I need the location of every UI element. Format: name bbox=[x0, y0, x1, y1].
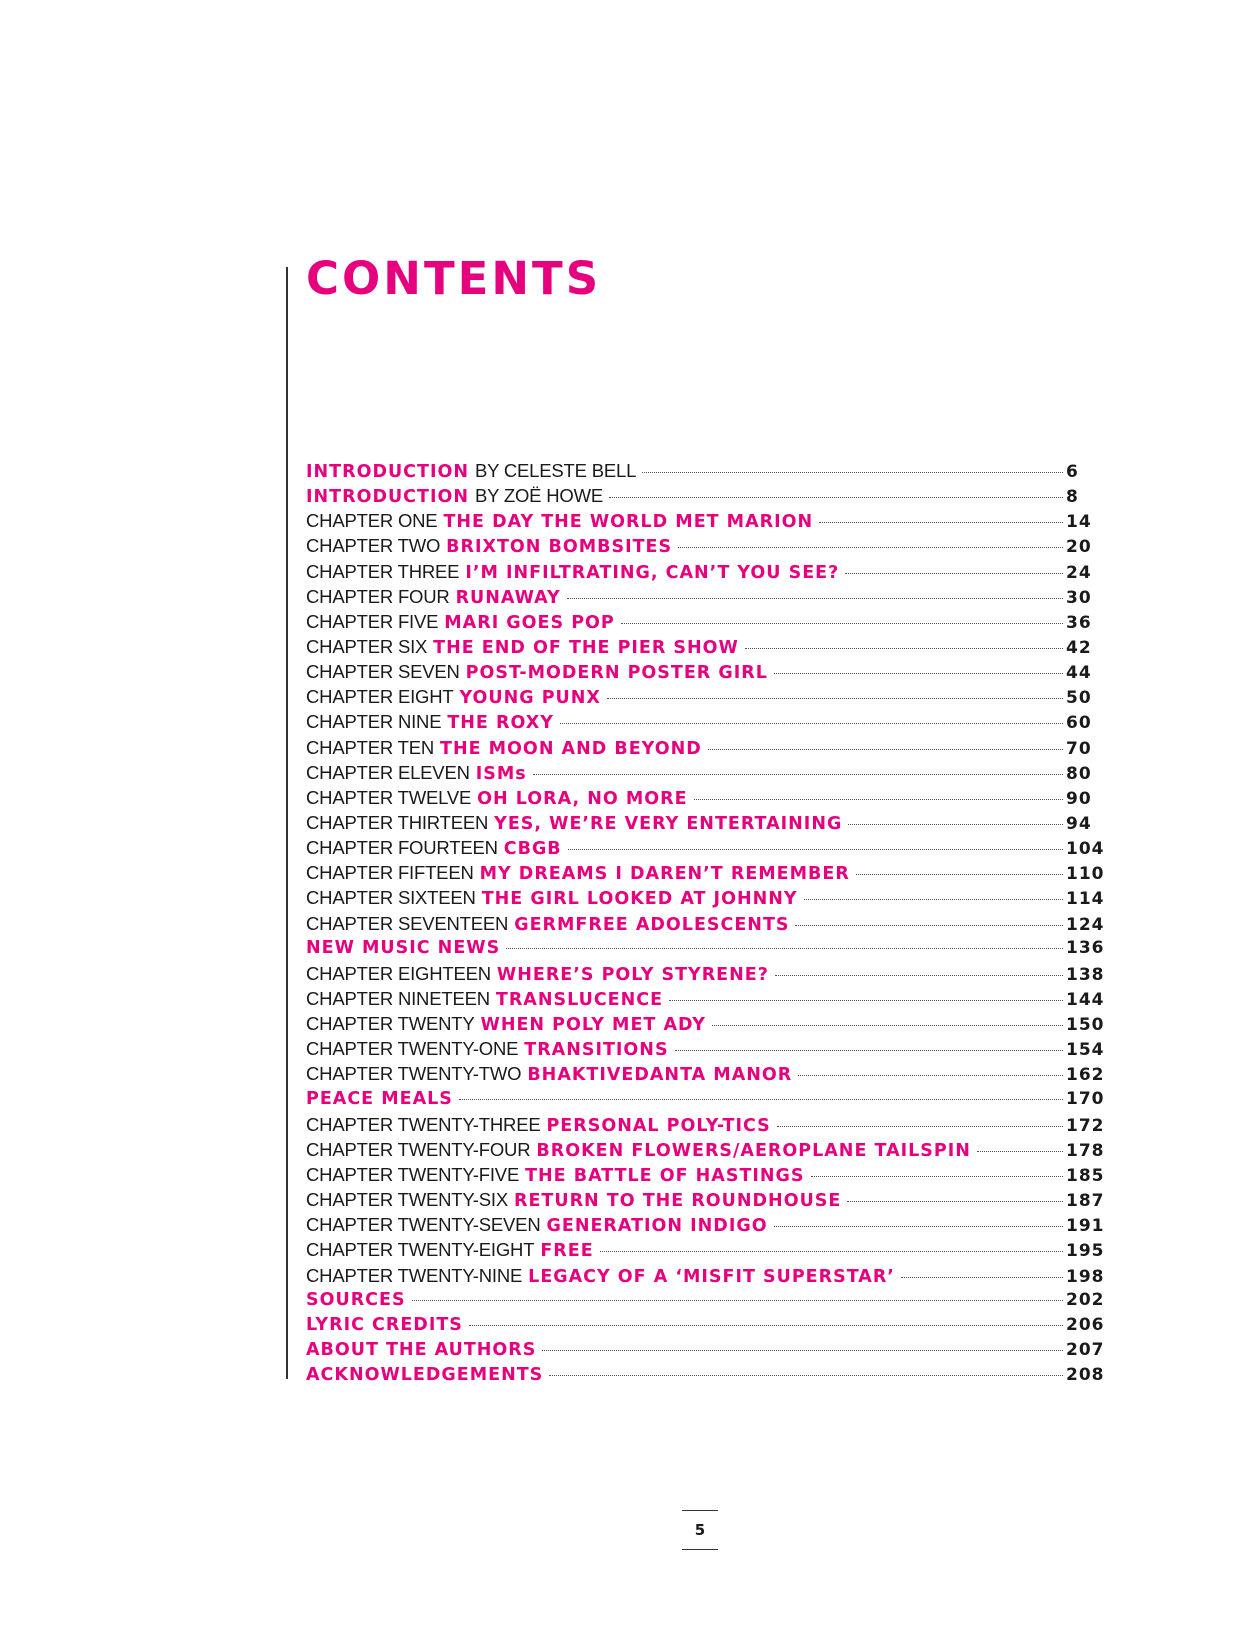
toc-entry bbox=[306, 1290, 1106, 1315]
toc-entry bbox=[306, 737, 1106, 762]
entry-page-number: 60 bbox=[1066, 713, 1092, 734]
dot-leader bbox=[848, 824, 1063, 825]
entry-page-number: 207 bbox=[1066, 1339, 1105, 1360]
chapter-label: CHAPTER TWENTY-FOUR bbox=[306, 1138, 531, 1160]
toc-entry bbox=[306, 1013, 1106, 1038]
chapter-label: CHAPTER TWENTY-SEVEN bbox=[306, 1214, 541, 1236]
dot-leader bbox=[621, 623, 1063, 624]
toc-entry bbox=[306, 1239, 1106, 1264]
dot-leader bbox=[847, 1201, 1063, 1202]
entry-page-number: 136 bbox=[1066, 937, 1105, 958]
entry-page-number: 30 bbox=[1066, 587, 1092, 608]
dot-leader bbox=[845, 573, 1063, 574]
entry-page-number: 8 bbox=[1066, 487, 1079, 508]
entry-page-number: 172 bbox=[1066, 1115, 1105, 1136]
dot-leader bbox=[506, 948, 1063, 949]
toc-entry bbox=[306, 561, 1106, 586]
chapter-label: CHAPTER THIRTEEN bbox=[306, 811, 489, 833]
dot-leader bbox=[607, 698, 1063, 699]
toc-entry bbox=[306, 1089, 1106, 1114]
entry-title: TRANSITIONS bbox=[524, 1040, 669, 1061]
dot-leader bbox=[533, 774, 1063, 775]
entry-byline: BY CELESTE BELL bbox=[475, 460, 637, 481]
entry-title: BROKEN FLOWERS/AEROPLANE TAILSPIN bbox=[536, 1140, 971, 1161]
entry-title: GENERATION INDIGO bbox=[546, 1216, 768, 1237]
toc-entry bbox=[306, 1340, 1106, 1365]
entry-title: OH LORA, NO MORE bbox=[477, 788, 688, 809]
entry-page-number: 44 bbox=[1066, 663, 1092, 684]
entry-title: THE BATTLE OF HASTINGS bbox=[525, 1165, 805, 1186]
chapter-label: CHAPTER SEVEN bbox=[306, 661, 460, 683]
dot-leader bbox=[412, 1300, 1063, 1301]
chapter-label: CHAPTER NINETEEN bbox=[306, 987, 490, 1009]
toc-entry bbox=[306, 1139, 1106, 1164]
dot-leader bbox=[819, 522, 1063, 523]
entry-title: GERMFREE ADOLESCENTS bbox=[514, 914, 790, 935]
toc-entry bbox=[306, 1063, 1106, 1088]
entry-page-number: 202 bbox=[1066, 1289, 1105, 1310]
toc-entry bbox=[306, 887, 1106, 912]
dot-leader bbox=[708, 749, 1063, 750]
entry-page-number: 24 bbox=[1066, 562, 1092, 583]
entry-page-number: 138 bbox=[1066, 964, 1105, 985]
entry-page-number: 70 bbox=[1066, 738, 1092, 759]
toc-entry bbox=[306, 636, 1106, 661]
toc-entry bbox=[306, 485, 1106, 510]
toc-entry bbox=[306, 812, 1106, 837]
entry-page-number: 195 bbox=[1066, 1241, 1105, 1262]
left-vertical-rule bbox=[286, 267, 288, 1379]
entry-title: THE END OF THE PIER SHOW bbox=[433, 637, 739, 658]
entry-title: WHEN POLY MET ADY bbox=[480, 1015, 706, 1036]
dot-leader bbox=[669, 1000, 1063, 1001]
chapter-label: CHAPTER FIFTEEN bbox=[306, 862, 474, 884]
dot-leader bbox=[568, 849, 1063, 850]
entry-page-number: 178 bbox=[1066, 1140, 1105, 1161]
toc-entry bbox=[306, 1315, 1106, 1340]
toc-entry bbox=[306, 837, 1106, 862]
dot-leader bbox=[811, 1176, 1063, 1177]
toc-entry bbox=[306, 711, 1106, 736]
entry-byline: BY ZOË HOWE bbox=[475, 485, 604, 507]
chapter-label: CHAPTER THREE bbox=[306, 560, 460, 582]
dot-leader bbox=[459, 1099, 1063, 1100]
chapter-label: CHAPTER EIGHTEEN bbox=[306, 962, 491, 984]
dot-leader bbox=[609, 497, 1063, 498]
entry-page-number: 206 bbox=[1066, 1314, 1105, 1335]
entry-title: NEW MUSIC NEWS bbox=[306, 937, 501, 958]
chapter-label: CHAPTER TWENTY-ONE bbox=[306, 1038, 519, 1060]
chapter-label: CHAPTER TWENTY-FIVE bbox=[306, 1163, 520, 1185]
entry-page-number: 144 bbox=[1066, 989, 1105, 1010]
entry-page-number: 124 bbox=[1066, 914, 1105, 935]
dot-leader bbox=[675, 1050, 1063, 1051]
toc-entry bbox=[306, 1365, 1106, 1390]
dot-leader bbox=[856, 874, 1063, 875]
chapter-label: CHAPTER ONE bbox=[306, 510, 438, 532]
dot-leader bbox=[798, 1075, 1063, 1076]
page-number: 5 bbox=[694, 1521, 706, 1539]
entry-title: YES, WE’RE VERY ENTERTAINING bbox=[494, 813, 843, 834]
dot-leader bbox=[712, 1025, 1063, 1026]
entry-title: I’M INFILTRATING, CAN’T YOU SEE? bbox=[465, 562, 840, 583]
entry-title: THE ROXY bbox=[447, 713, 554, 734]
chapter-label: CHAPTER TWENTY-TWO bbox=[306, 1063, 522, 1085]
entry-title: ISMs bbox=[475, 763, 527, 784]
entry-page-number: 198 bbox=[1066, 1266, 1105, 1287]
chapter-label: CHAPTER EIGHT bbox=[306, 686, 454, 708]
entry-title: INTRODUCTION bbox=[306, 487, 469, 508]
entry-page-number: 154 bbox=[1066, 1040, 1105, 1061]
dot-leader bbox=[567, 598, 1063, 599]
entry-title: RETURN TO THE ROUNDHOUSE bbox=[514, 1191, 842, 1212]
chapter-label: CHAPTER TWO bbox=[306, 535, 441, 557]
dot-leader bbox=[694, 799, 1063, 800]
entry-title: INTRODUCTION bbox=[306, 462, 469, 482]
chapter-label: CHAPTER SEVENTEEN bbox=[306, 912, 509, 934]
entry-title: YOUNG PUNX bbox=[459, 688, 601, 709]
entry-title: BRIXTON BOMBSITES bbox=[446, 537, 673, 558]
chapter-label: CHAPTER TWELVE bbox=[306, 786, 472, 808]
dot-leader bbox=[804, 899, 1063, 900]
toc-entry bbox=[306, 1189, 1106, 1214]
entry-title: THE MOON AND BEYOND bbox=[440, 738, 702, 759]
chapter-label: CHAPTER TEN bbox=[306, 736, 435, 758]
chapter-label: CHAPTER FOURTEEN bbox=[306, 837, 498, 859]
chapter-label: CHAPTER TWENTY-EIGHT bbox=[306, 1239, 535, 1261]
chapter-label: CHAPTER FOUR bbox=[306, 585, 450, 607]
toc-entry bbox=[306, 1038, 1106, 1063]
entry-title: ACKNOWLEDGEMENTS bbox=[306, 1365, 544, 1386]
entry-page-number: 185 bbox=[1066, 1165, 1105, 1186]
dot-leader bbox=[560, 723, 1063, 724]
entry-title: WHERE’S POLY STYRENE? bbox=[496, 964, 769, 985]
chapter-label: CHAPTER ELEVEN bbox=[306, 761, 470, 783]
toc-entry bbox=[306, 862, 1106, 887]
dot-leader bbox=[901, 1277, 1063, 1278]
entry-title: THE DAY THE WORLD MET MARION bbox=[443, 512, 814, 533]
entry-page-number: 50 bbox=[1066, 688, 1092, 709]
toc-entry bbox=[306, 913, 1106, 938]
toc-entry bbox=[306, 586, 1106, 611]
entry-title: BHAKTIVEDANTA MANOR bbox=[527, 1065, 793, 1086]
chapter-label: CHAPTER TWENTY-SIX bbox=[306, 1189, 508, 1211]
chapter-label: CHAPTER TWENTY bbox=[306, 1013, 475, 1035]
entry-title: TRANSLUCENCE bbox=[495, 989, 664, 1010]
entry-page-number: 187 bbox=[1066, 1191, 1105, 1212]
entry-title: MY DREAMS I DAREN’T REMEMBER bbox=[479, 864, 850, 885]
toc-entry bbox=[306, 963, 1106, 988]
dot-leader bbox=[775, 975, 1063, 976]
toc-entry bbox=[306, 1214, 1106, 1239]
entry-page-number: 94 bbox=[1066, 813, 1092, 834]
entry-title: SOURCES bbox=[306, 1289, 406, 1310]
toc-entry bbox=[306, 510, 1106, 535]
entry-page-number: 42 bbox=[1066, 637, 1092, 658]
dot-leader bbox=[642, 472, 1063, 473]
entry-page-number: 162 bbox=[1066, 1065, 1105, 1086]
entry-page-number: 90 bbox=[1066, 788, 1092, 809]
entry-title: CBGB bbox=[503, 839, 562, 860]
dot-leader bbox=[600, 1251, 1063, 1252]
entry-title: LEGACY OF A ‘MISFIT SUPERSTAR’ bbox=[528, 1266, 895, 1287]
toc-entry bbox=[306, 762, 1106, 787]
entry-title: POST-MODERN POSTER GIRL bbox=[465, 663, 768, 684]
toc-entry bbox=[306, 535, 1106, 560]
entry-page-number: 110 bbox=[1066, 864, 1105, 885]
page-number-box bbox=[682, 1510, 718, 1550]
dot-leader bbox=[678, 547, 1063, 548]
entry-page-number: 36 bbox=[1066, 612, 1092, 633]
chapter-label: CHAPTER SIX bbox=[306, 635, 428, 657]
dot-leader bbox=[777, 1126, 1063, 1127]
toc-entry bbox=[306, 1265, 1106, 1290]
entry-page-number: 80 bbox=[1066, 763, 1092, 784]
toc-entry bbox=[306, 988, 1106, 1013]
entry-title: PEACE MEALS bbox=[306, 1088, 453, 1109]
entry-title: ABOUT THE AUTHORS bbox=[306, 1339, 537, 1360]
toc-entry bbox=[306, 611, 1106, 636]
entry-page-number: 114 bbox=[1066, 889, 1105, 910]
chapter-label: CHAPTER FIVE bbox=[306, 610, 439, 632]
entry-title: RUNAWAY bbox=[455, 587, 561, 608]
dot-leader bbox=[977, 1151, 1063, 1152]
dot-leader bbox=[469, 1325, 1063, 1326]
entry-title: THE GIRL LOOKED AT JOHNNY bbox=[481, 889, 798, 910]
toc-entry bbox=[306, 938, 1106, 963]
dot-leader bbox=[542, 1350, 1063, 1351]
chapter-label: CHAPTER TWENTY-THREE bbox=[306, 1113, 541, 1135]
dot-leader bbox=[774, 673, 1063, 674]
entry-page-number: 20 bbox=[1066, 537, 1092, 558]
dot-leader bbox=[774, 1226, 1063, 1227]
page-title: CONTENTS bbox=[306, 252, 602, 305]
dot-leader bbox=[745, 648, 1063, 649]
entry-page-number: 14 bbox=[1066, 512, 1092, 533]
entry-title: PERSONAL POLY-TICS bbox=[546, 1115, 771, 1136]
chapter-label: CHAPTER SIXTEEN bbox=[306, 887, 476, 909]
entry-title: LYRIC CREDITS bbox=[306, 1314, 463, 1335]
entry-title: FREE bbox=[540, 1241, 594, 1262]
toc-entry bbox=[306, 1114, 1106, 1139]
entry-page-number: 208 bbox=[1066, 1365, 1105, 1386]
dot-leader bbox=[795, 925, 1063, 926]
entry-page-number: 170 bbox=[1066, 1088, 1105, 1109]
entry-page-number: 191 bbox=[1066, 1216, 1105, 1237]
toc-entry bbox=[306, 686, 1106, 711]
entry-title: MARI GOES POP bbox=[444, 612, 615, 633]
toc-entry bbox=[306, 1164, 1106, 1189]
entry-page-number: 6 bbox=[1066, 462, 1079, 482]
toc-entry bbox=[306, 787, 1106, 812]
table-of-contents bbox=[306, 460, 1106, 1390]
entry-page-number: 104 bbox=[1066, 839, 1105, 860]
chapter-label: CHAPTER NINE bbox=[306, 711, 442, 733]
toc-entry bbox=[306, 661, 1106, 686]
dot-leader bbox=[549, 1375, 1063, 1376]
chapter-label: CHAPTER TWENTY-NINE bbox=[306, 1264, 523, 1286]
entry-page-number: 150 bbox=[1066, 1015, 1105, 1036]
toc-entry bbox=[306, 460, 1106, 485]
